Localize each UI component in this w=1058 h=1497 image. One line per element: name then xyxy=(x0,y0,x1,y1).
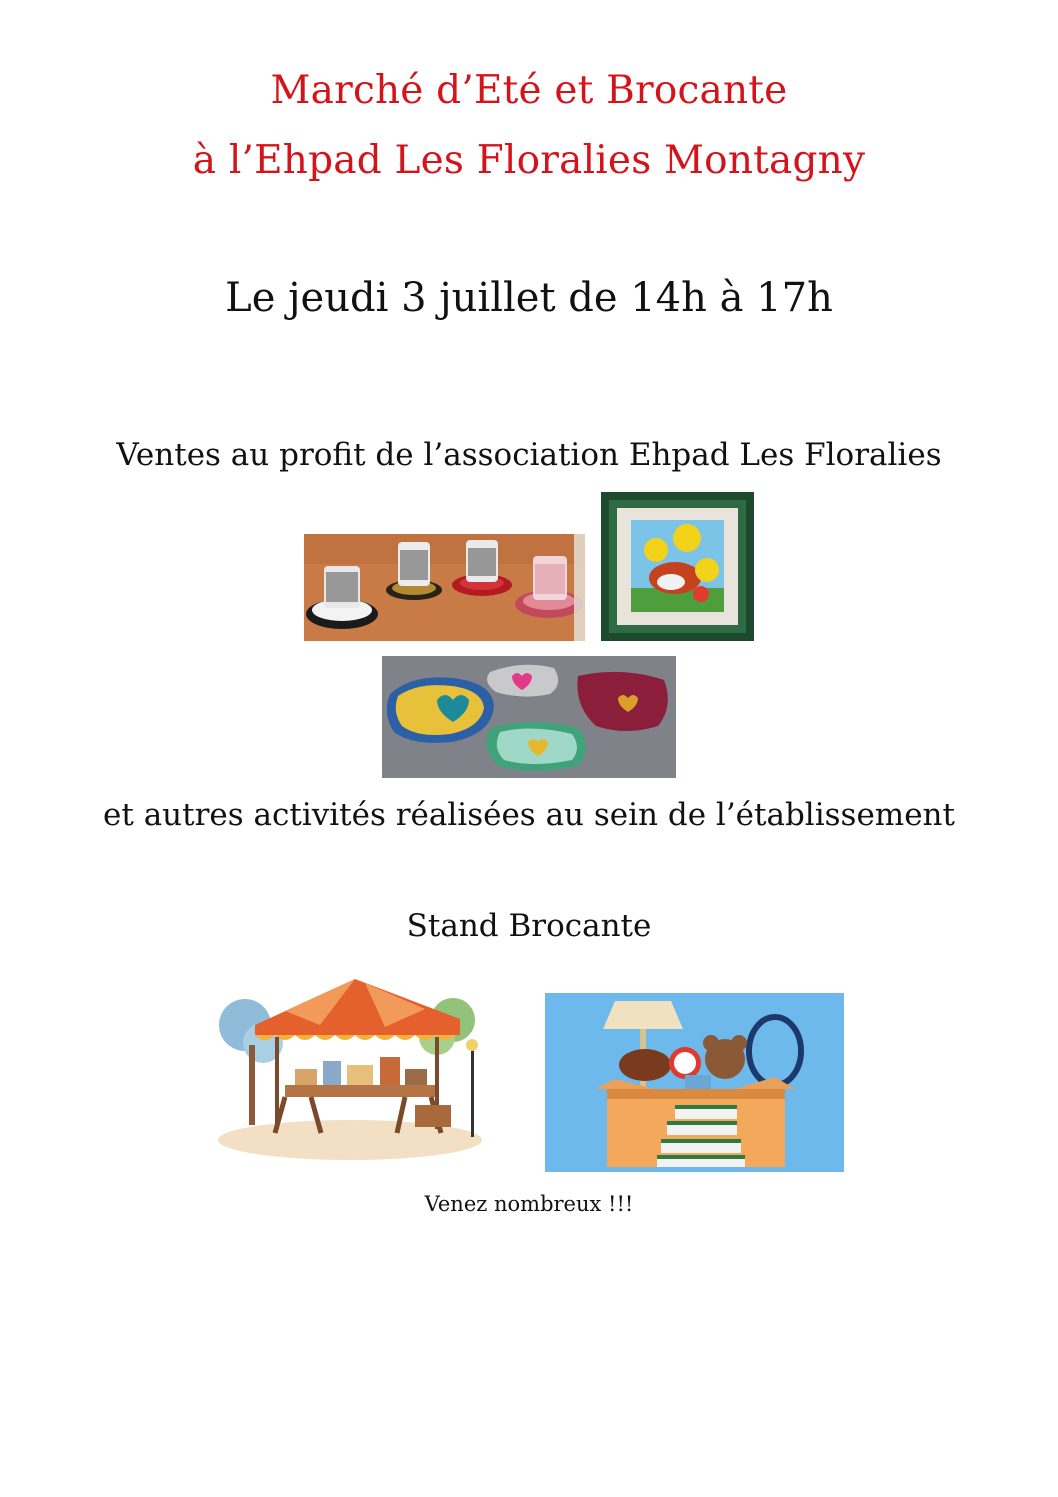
cups-photo xyxy=(304,534,585,641)
sales-intro: Ventes au profit de l’association Ehpad Les Floralies xyxy=(116,437,942,473)
decorated-trays-photo xyxy=(382,656,676,778)
flea-market-box-illustration xyxy=(545,993,844,1172)
title-line-2: à l’Ehpad Les Floralies Montagny xyxy=(192,138,866,183)
event-date: Le jeudi 3 juillet de 14h à 17h xyxy=(225,275,833,321)
stand-heading: Stand Brocante xyxy=(406,908,652,944)
framed-cross-stitch-photo xyxy=(601,492,754,641)
title-line-1: Marché d’Eté et Brocante xyxy=(270,68,788,113)
closing-text: Venez nombreux !!! xyxy=(424,1192,634,1216)
activities-text: et autres activités réalisées au sein de l’établissement xyxy=(103,797,955,833)
market-stall-illustration xyxy=(215,965,490,1165)
